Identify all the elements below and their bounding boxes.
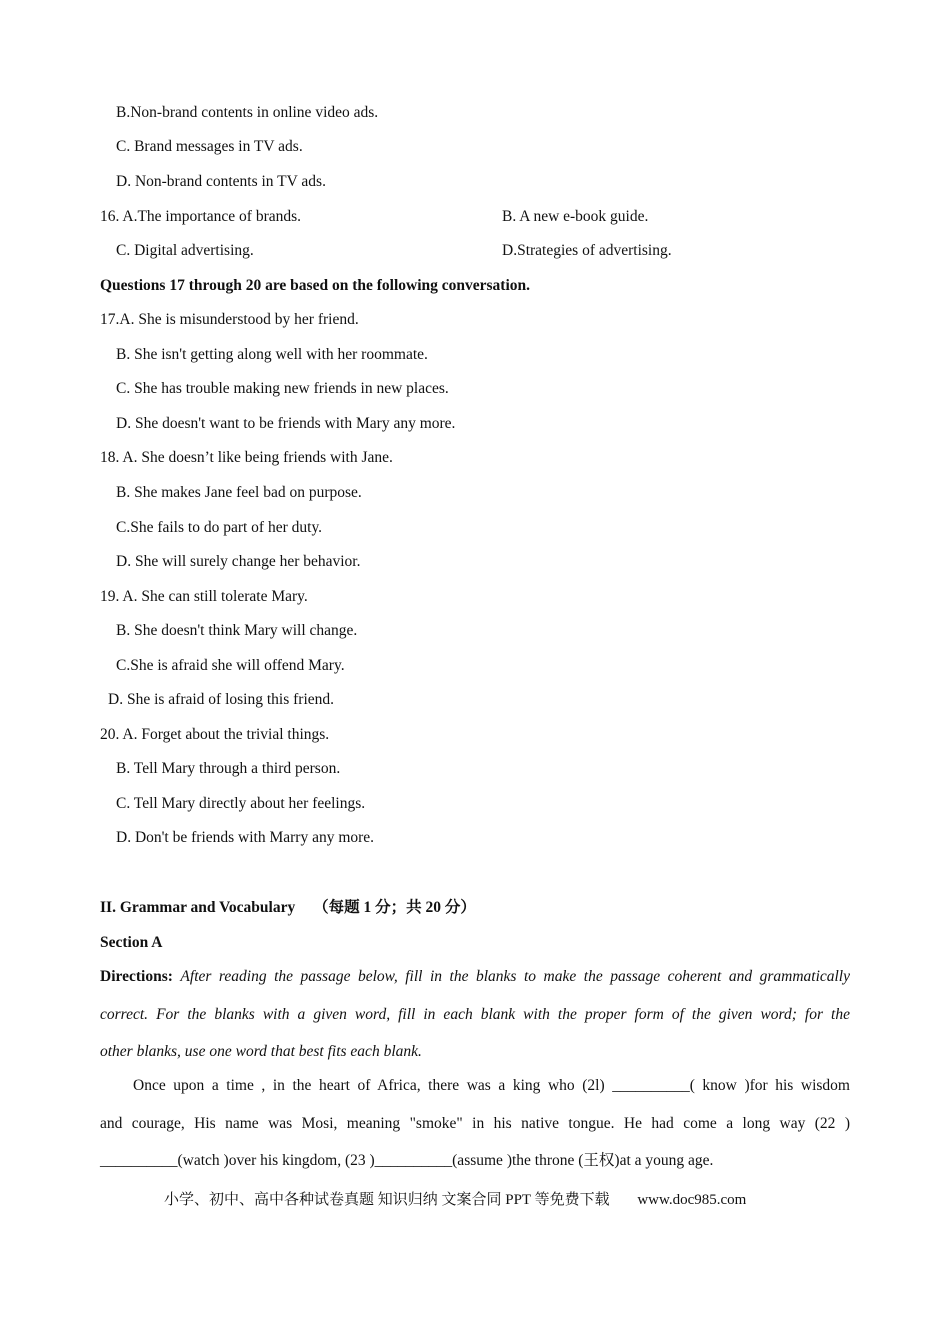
q18-option-b: B. She makes Jane feel bad on purpose. bbox=[116, 484, 362, 501]
directions-line-2: correct. For the blanks with a given word, fill in each blank with the proper form of the given word; for the bbox=[100, 1006, 850, 1023]
q18-option-d: D. She will surely change her behavior. bbox=[116, 553, 361, 570]
q17-option-b: B. She isn't getting along well with her roommate. bbox=[116, 346, 428, 363]
passage-line-2: and courage, His name was Mosi, meaning "smoke" in his native tongue. He had come a long way (22 ) bbox=[100, 1115, 850, 1132]
q15-option-d: D. Non-brand contents in TV ads. bbox=[116, 173, 326, 190]
q16-option-d: D.Strategies of advertising. bbox=[502, 242, 672, 259]
part2-heading bbox=[100, 898, 476, 918]
part2-title: II. Grammar and Vocabulary bbox=[100, 899, 296, 916]
conversation-heading: Questions 17 through 20 are based on the following conversation. bbox=[100, 277, 531, 294]
q16-option-c: C. Digital advertising. bbox=[116, 242, 254, 259]
footer-text: 小学、初中、高中各种试卷真题 知识归纳 文案合同 PPT 等免费下载 bbox=[164, 1192, 610, 1208]
q16-option-b: B. A new e-book guide. bbox=[502, 208, 649, 225]
section-title: Section A bbox=[100, 934, 163, 951]
directions-label: Directions: bbox=[100, 968, 173, 985]
q19-option-b: B. She doesn't think Mary will change. bbox=[116, 622, 358, 639]
q20-option-d: D. Don't be friends with Marry any more. bbox=[116, 829, 375, 846]
passage-line-3: __________(watch )over his kingdom, (23 )__________(assume )the throne (王权)at a young age. bbox=[100, 1152, 714, 1169]
q19-option-d: D. She is afraid of losing this friend. bbox=[108, 691, 335, 708]
q17-option-a: 17.A. She is misunderstood by her friend. bbox=[100, 311, 359, 328]
q15-option-c: C. Brand messages in TV ads. bbox=[116, 138, 303, 155]
q15-option-b: B.Non-brand contents in online video ads. bbox=[116, 104, 379, 121]
directions-line-1 bbox=[100, 967, 850, 987]
directions-line-3: other blanks, use one word that best fits each blank. bbox=[100, 1043, 422, 1060]
part2-score-note: （每题 1 分；共 20 分） bbox=[313, 899, 476, 916]
q18-option-c: C.She fails to do part of her duty. bbox=[116, 519, 323, 536]
q20-option-b: B. Tell Mary through a third person. bbox=[116, 760, 341, 777]
q20-option-a: 20. A. Forget about the trivial things. bbox=[100, 726, 330, 743]
footer-url[interactable]: www.doc985.com bbox=[637, 1192, 747, 1208]
directions-text-1: After reading the passage below, fill in the blanks to make the passage coherent and grammatically bbox=[180, 968, 850, 985]
q17-option-c: C. She has trouble making new friends in new places. bbox=[116, 380, 449, 397]
q20-option-c: C. Tell Mary directly about her feelings. bbox=[116, 795, 366, 812]
q17-option-d: D. She doesn't want to be friends with Mary any more. bbox=[116, 415, 456, 432]
q19-option-c: C.She is afraid she will offend Mary. bbox=[116, 657, 345, 674]
q18-option-a: 18. A. She doesn’t like being friends with Jane. bbox=[100, 449, 393, 466]
q19-option-a: 19. A. She can still tolerate Mary. bbox=[100, 588, 308, 605]
passage-line-1: Once upon a time , in the heart of Africa, there was a king who (2l) __________( know )for his wisdom bbox=[133, 1077, 850, 1094]
page-footer bbox=[164, 1190, 746, 1210]
q16-option-a: 16. A.The importance of brands. bbox=[100, 208, 302, 225]
